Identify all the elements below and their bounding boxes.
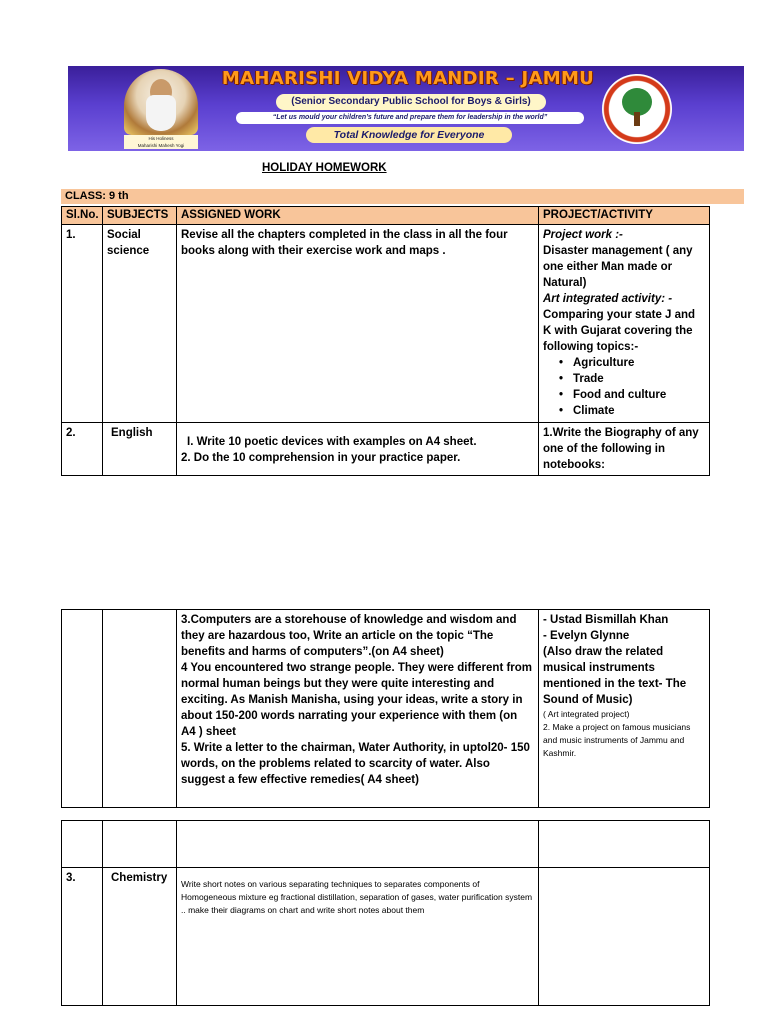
project-line-3: (Also draw the related musical instruments mentioned in the text- The Sound of Music) xyxy=(543,646,687,706)
table-row xyxy=(62,821,710,868)
table-header-row xyxy=(62,207,710,225)
row-work xyxy=(177,821,539,868)
header-project: PROJECT/ACTIVITY xyxy=(539,207,710,225)
school-logo xyxy=(602,74,672,144)
chemistry-table xyxy=(61,820,710,1006)
project-line-2: - Evelyn Glynne xyxy=(543,630,630,642)
row-subject: English xyxy=(103,423,177,476)
list-item: • Food and culture xyxy=(573,387,705,403)
work-line-1: I. Write 10 poetic devices with examples on A4 sheet. xyxy=(187,436,477,448)
caption-line-2: Maharishi Mahesh Yogi xyxy=(137,143,185,148)
row-work: Write short notes on various separating techniques to separates components of Homogeneous mixture eg fractional distillation, separation of gases, water purification system .. make their diagrams on chart and write short notes about them xyxy=(177,868,539,1006)
header-assigned-work: ASSIGNED WORK xyxy=(177,207,539,225)
row-subject: Social science xyxy=(103,225,177,423)
activity-text: Comparing your state J and K with Gujarat covering the following topics:- xyxy=(543,309,696,353)
project-line-1: - Ustad Bismillah Khan xyxy=(543,614,669,626)
row-work: Revise all the chapters completed in the class in all the four books along with their exercise work and maps . xyxy=(177,225,539,423)
header-subjects: SUBJECTS xyxy=(103,207,177,225)
project-line-4: 2. Make a project on famous musicians and music instruments of Jammu and Kashmir. xyxy=(543,722,691,758)
school-motto: “Let us mould your children’s future and prepare them for leadership in the world” xyxy=(236,112,584,124)
logo-trunk xyxy=(634,112,640,126)
row-project xyxy=(539,610,710,808)
project-note: ( Art integrated project) xyxy=(543,709,630,719)
caption-line-1: His Holiness xyxy=(148,136,174,141)
list-item: • Climate xyxy=(573,403,705,419)
continued-table xyxy=(61,609,710,808)
header-sl: Sl.No. xyxy=(62,207,103,225)
portrait-caption xyxy=(124,135,198,149)
row-subject xyxy=(103,610,177,808)
portrait-beard xyxy=(146,95,176,131)
table-row xyxy=(62,868,710,1006)
row-sl xyxy=(62,821,103,868)
topic-list xyxy=(543,355,705,419)
project-heading: Project work :- xyxy=(543,229,623,241)
table-row xyxy=(62,225,710,423)
row-sl: 3. xyxy=(62,868,103,1006)
row-sl: 2. xyxy=(62,423,103,476)
row-project: 1.Write the Biography of any one of the following in notebooks: xyxy=(539,423,710,476)
list-item: • Agriculture xyxy=(573,355,705,371)
class-label: CLASS: 9 th xyxy=(61,189,744,204)
row-sl: 1. xyxy=(62,225,103,423)
table-row xyxy=(62,610,710,808)
row-sl xyxy=(62,610,103,808)
list-item: • Trade xyxy=(573,371,705,387)
page-title: HOLIDAY HOMEWORK xyxy=(262,162,387,174)
school-banner xyxy=(68,66,744,151)
school-tagline: Total Knowledge for Everyone xyxy=(306,127,512,143)
school-subtitle: (Senior Secondary Public School for Boys & Girls) xyxy=(276,94,546,110)
row-project xyxy=(539,821,710,868)
founder-portrait xyxy=(124,69,198,135)
project-text: Disaster management ( any one either Man made or Natural) xyxy=(543,245,693,289)
school-name: MAHARISHI VIDYA MANDIR – JAMMU xyxy=(221,68,595,89)
row-subject xyxy=(103,821,177,868)
activity-heading: Art integrated activity: - xyxy=(543,293,673,305)
table-row xyxy=(62,423,710,476)
row-project xyxy=(539,868,710,1006)
row-work: 3.Computers are a storehouse of knowledge and wisdom and they are hazardous too, Write an article on the topic “The benefits and harms of computers”.(on A4 sheet) 4 You encountered two strange people. They were different from normal human beings but they were quite interesting and exciting. As Manish Manisha, using your ideas, write a story in about 150-200 words narrating your experience with them (on A4 ) sheet 5. Write a letter to the chairman, Water Authority, in uptol20- 150 words, on the problems related to scarcity of water. Also suggest a few effective remedies( A4 sheet) xyxy=(177,610,539,808)
work-line-2: 2. Do the 10 comprehension in your practice paper. xyxy=(181,452,461,464)
row-work xyxy=(177,423,539,476)
row-project xyxy=(539,225,710,423)
homework-table xyxy=(61,206,710,476)
row-subject: Chemistry xyxy=(103,868,177,1006)
